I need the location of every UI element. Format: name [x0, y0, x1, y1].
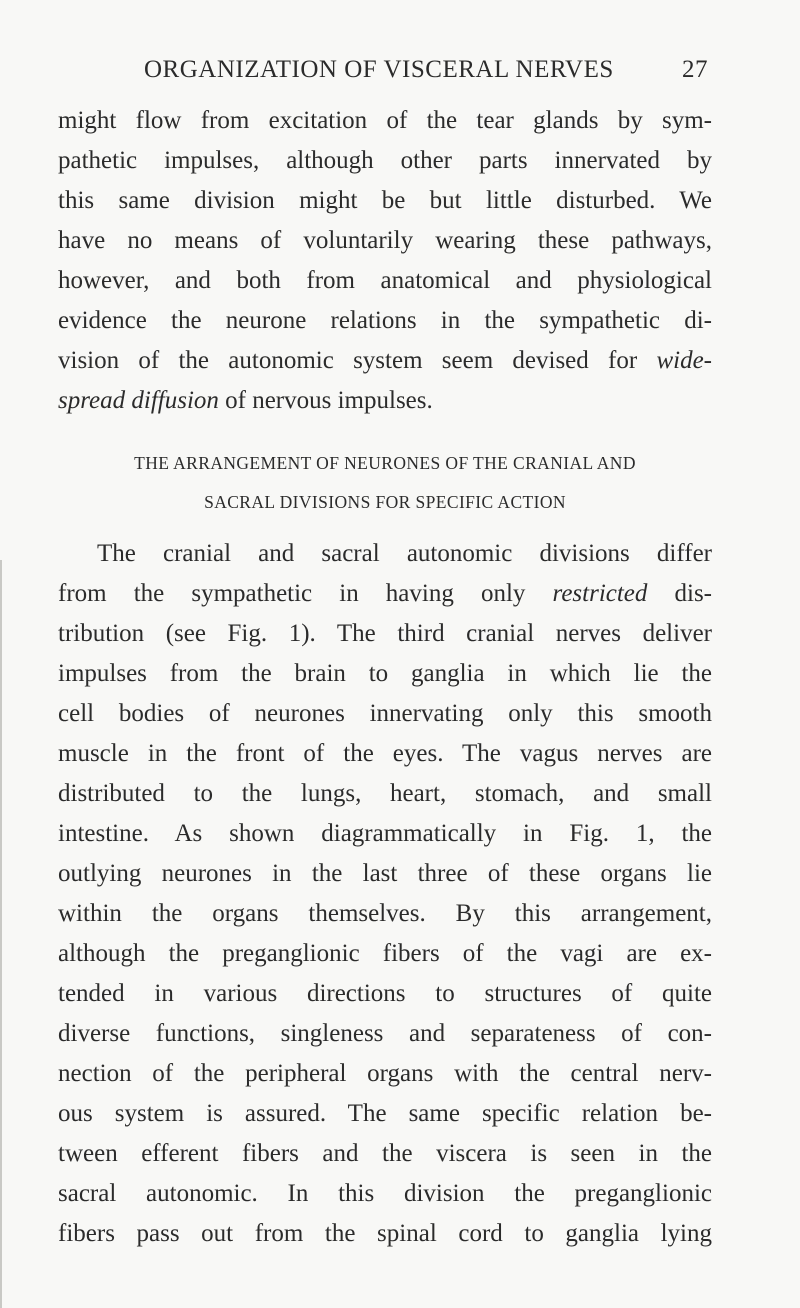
text-line: tween efferent fibers and the viscera is seen in the: [58, 1140, 712, 1167]
running-head-title: ORGANIZATION OF VISCERAL NERVES: [144, 56, 614, 83]
text-line: pathetic impulses, although other parts innervated by: [58, 147, 712, 174]
section-heading-line-1: THE ARRANGEMENT OF NEURONES OF THE CRANIAL AND: [134, 453, 636, 473]
text-line: within the organs themselves. By this arrangement,: [58, 900, 712, 927]
italic-text: restricted: [552, 580, 648, 607]
page-number: 27: [682, 56, 708, 83]
text-line: [58, 381, 712, 421]
text-line: might flow from excitation of the tear glands by sym-: [58, 107, 712, 134]
text-line: fibers pass out from the spinal cord to ganglia lying: [58, 1220, 712, 1247]
text-span: of nervous impulses.: [218, 387, 433, 414]
section-heading-line-2: SACRAL DIVISIONS FOR SPECIFIC ACTION: [204, 492, 566, 512]
text-line: diverse functions, singleness and separateness of con-: [58, 1020, 712, 1047]
italic-text: spread diffusion: [58, 387, 219, 414]
italic-text: wide-: [656, 347, 712, 374]
text-line: sacral autonomic. In this division the preganglionic: [58, 1180, 712, 1207]
text-line: impulses from the brain to ganglia in which lie the: [58, 660, 712, 687]
text-line: nection of the peripheral organs with the central nerv-: [58, 1060, 712, 1087]
text-line: distributed to the lungs, heart, stomach, and small: [58, 780, 712, 807]
text-line: [58, 574, 712, 614]
text-line: outlying neurones in the last three of these organs lie: [58, 860, 712, 887]
text-span: from the sympathetic in having only: [58, 580, 553, 607]
text-line: cell bodies of neurones innervating only this smooth: [58, 700, 712, 727]
text-line: this same division might be but little disturbed. We: [58, 187, 712, 214]
text-span: vision of the autonomic system seem devised for: [58, 347, 638, 374]
text-line: tribution (see Fig. 1). The third cranial nerves deliver: [58, 620, 712, 647]
text-line-indented: The cranial and sacral autonomic divisions differ: [97, 540, 712, 567]
text-line: have no means of voluntarily wearing these pathways,: [58, 227, 712, 254]
text-line: [58, 341, 712, 381]
text-span: dis-: [647, 580, 713, 607]
text-line: muscle in the front of the eyes. The vagus nerves are: [58, 740, 712, 767]
page-edge-shadow: [0, 560, 2, 1308]
text-line: intestine. As shown diagrammatically in Fig. 1, the: [58, 820, 712, 847]
text-line: tended in various directions to structures of quite: [58, 980, 712, 1007]
text-line: ous system is assured. The same specific relation be-: [58, 1100, 712, 1127]
text-line: although the preganglionic fibers of the vagi are ex-: [58, 940, 712, 967]
text-line: however, and both from anatomical and physiological: [58, 267, 712, 294]
running-header: [52, 56, 708, 96]
text-line: evidence the neurone relations in the sympathetic di-: [58, 307, 712, 334]
